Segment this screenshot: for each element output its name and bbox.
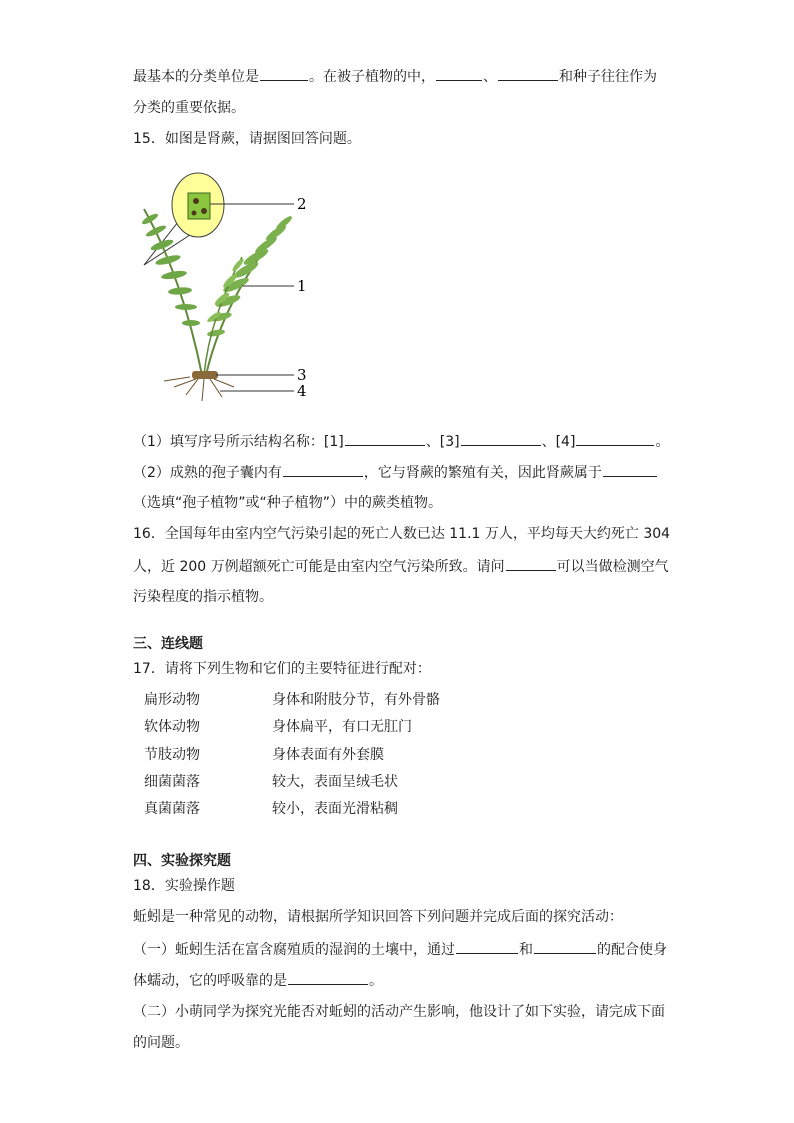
section4-heading: 四、实验探究题: [133, 853, 231, 869]
answer-blank[interactable]: [456, 939, 518, 954]
q16-line2: 人，近 200 万例超额死亡可能是由室内空气污染所致。请问 可以当做检测空气: [133, 556, 669, 577]
q18-title: 18．实验操作题: [133, 878, 235, 894]
match-right-item[interactable]: 较小，表面光滑粘稠: [272, 801, 398, 817]
q15-sub2: （2）成熟的孢子囊内有 ，它与肾蕨的繁殖有关，因此肾蕨属于: [133, 462, 658, 483]
match-right-item[interactable]: 较大，表面呈绒毛状: [272, 774, 398, 790]
answer-blank[interactable]: [603, 462, 657, 477]
match-right-item[interactable]: 身体表面有外套膜: [272, 747, 384, 763]
figure-label-2: 2: [297, 195, 307, 213]
answer-blank[interactable]: [576, 431, 654, 446]
answer-blank[interactable]: [461, 431, 541, 446]
q18-part1-cont: 体蠕动，它的呼吸靠的是 。: [133, 970, 383, 991]
answer-blank[interactable]: [345, 431, 425, 446]
q16-line3: 污染程度的指示植物。: [133, 589, 273, 605]
match-left-item[interactable]: 真菌菌落: [144, 801, 200, 817]
fern-figure: [130, 165, 330, 405]
answer-blank[interactable]: [283, 462, 363, 477]
figure-label-3: 3: [297, 366, 307, 384]
answer-blank[interactable]: [436, 66, 482, 81]
q14-line1: 最基本的分类单位是 。在被子植物的中， 、 和种子往往作为: [133, 66, 657, 87]
answer-blank[interactable]: [288, 970, 368, 985]
match-left-item[interactable]: 节肢动物: [144, 747, 200, 763]
q14-line2: 分类的重要依据。: [133, 100, 245, 116]
figure-label-4: 4: [297, 382, 307, 400]
answer-blank[interactable]: [534, 939, 596, 954]
q15-sub1: （1）填写序号所示结构名称：[1] 、[3] 、[4] 。: [133, 431, 669, 452]
match-right-item[interactable]: 身体扁平，有口无肛门: [272, 719, 412, 735]
q17-title: 17．请将下列生物和它们的主要特征进行配对：: [133, 661, 431, 677]
match-left-item[interactable]: 软体动物: [144, 719, 200, 735]
answer-blank[interactable]: [260, 66, 308, 81]
section3-heading: 三、连线题: [133, 636, 203, 652]
q18-intro: 蚯蚓是一种常见的动物，请根据所学知识回答下列问题并完成后面的探究活动：: [133, 909, 623, 925]
match-left-item[interactable]: 细菌菌落: [144, 774, 200, 790]
q16-line1: 16．全国每年由室内空气污染引起的死亡人数已达 11.1 万人，平均每天大约死亡 304: [133, 526, 671, 542]
q15-sub2-cont: （选填“孢子植物”或“种子植物”）中的蕨类植物。: [133, 495, 443, 511]
figure-label-1: 1: [297, 277, 307, 295]
q18-part2-cont: 的问题。: [133, 1035, 189, 1051]
q15-title: 15．如图是肾蕨，请据图回答问题。: [133, 131, 361, 147]
match-left-item[interactable]: 扁形动物: [144, 692, 200, 708]
q18-part2: （二）小萌同学为探究光能否对蚯蚓的活动产生影响，他设计了如下实验，请完成下面: [133, 1004, 665, 1020]
q18-part1: （一）蚯蚓生活在富含腐殖质的湿润的土壤中，通过 和 的配合使身: [133, 939, 667, 960]
answer-blank[interactable]: [498, 66, 558, 81]
answer-blank[interactable]: [506, 556, 556, 571]
match-right-item[interactable]: 身体和附肢分节，有外骨骼: [272, 692, 440, 708]
